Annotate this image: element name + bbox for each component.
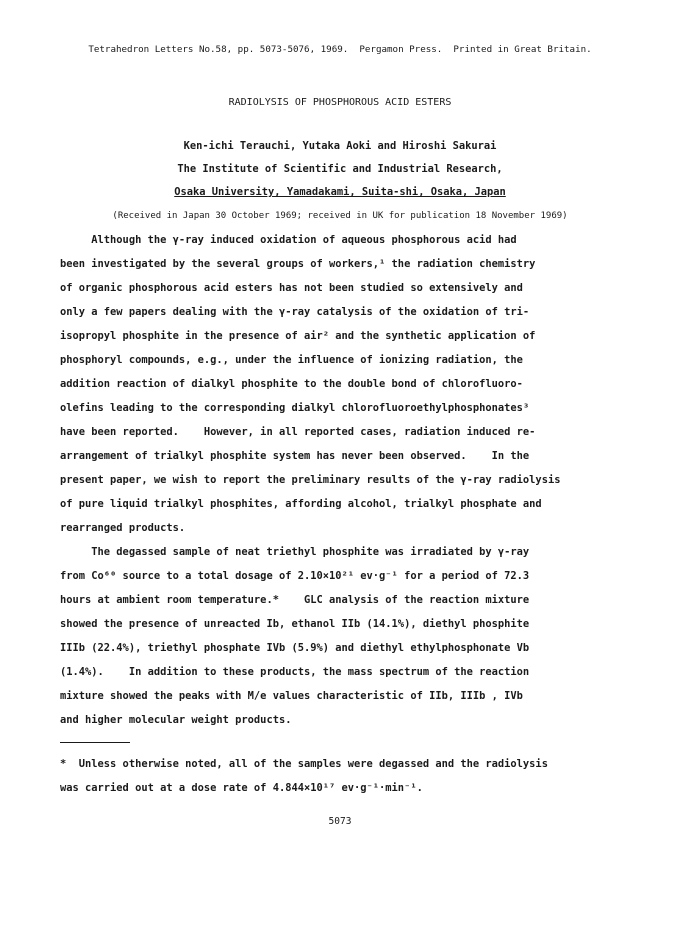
paragraph-line: addition reaction of dialkyl phosphite to the double bond of chlorofluoro- — [60, 378, 523, 390]
paragraph-line: mixture showed the peaks with M/e values characteristic of IIb, IIIb , IVb — [60, 690, 523, 702]
paragraph-line: olefins leading to the corresponding dialkyl chlorofluoroethylphosphonates³ — [60, 402, 530, 414]
paragraph-line: and higher molecular weight products. — [60, 714, 292, 726]
paragraph-line: present paper, we wish to report the preliminary results of the γ-ray radiolysis — [60, 474, 561, 486]
paragraph-line: showed the presence of unreacted Ib, ethanol IIb (14.1%), diethyl phosphite — [60, 618, 530, 630]
paragraph-line: from Co⁶⁰ source to a total dosage of 2.10×10²¹ ev·g⁻¹ for a period of 72.3 — [60, 570, 530, 582]
affiliation-line-2: Osaka University, Yamadakami, Suita-shi, Osaka, Japan — [174, 186, 506, 198]
paragraph-line: arrangement of trialkyl phosphite system has never been observed. In the — [60, 450, 530, 462]
paragraph-line: have been reported. However, in all reported cases, radiation induced re- — [60, 426, 536, 438]
paragraph-line: The degassed sample of neat triethyl phosphite was irradiated by γ-ray — [60, 546, 530, 558]
journal-header: Tetrahedron Letters No.58, pp. 5073-5076, 1969. Pergamon Press. Printed in Great Britain. — [88, 44, 592, 55]
footnote-line: was carried out at a dose rate of 4.844×10¹⁷ ev·g⁻¹·min⁻¹. — [60, 782, 423, 794]
paragraph-line: hours at ambient room temperature.* GLC analysis of the reaction mixture — [60, 594, 530, 606]
footnote-line: * Unless otherwise noted, all of the samples were degassed and the radiolysis — [60, 758, 548, 770]
paragraph-line: of organic phosphorous acid esters has not been studied so extensively and — [60, 282, 523, 294]
paragraph-line: Although the γ-ray induced oxidation of aqueous phosphorous acid had — [60, 234, 517, 246]
page-number: 5073 — [328, 816, 352, 827]
paragraph-line: phosphoryl compounds, e.g., under the influence of ionizing radiation, the — [60, 354, 523, 366]
paragraph-line: IIIb (22.4%), triethyl phosphate IVb (5.9%) and diethyl ethylphosphonate Vb — [60, 642, 530, 654]
affiliation-line-1: The Institute of Scientific and Industrial Research, — [177, 163, 503, 175]
paragraph-line: isopropyl phosphite in the presence of air² and the synthetic application of — [60, 330, 536, 342]
paragraph-line: been investigated by the several groups of workers,¹ the radiation chemistry — [60, 258, 536, 270]
author-line: Ken-ichi Terauchi, Yutaka Aoki and Hiroshi Sakurai — [183, 140, 497, 152]
received-dates: (Received in Japan 30 October 1969; received in UK for publication 18 November 1969) — [112, 211, 568, 221]
paragraph-line: only a few papers dealing with the γ-ray catalysis of the oxidation of tri- — [60, 306, 530, 318]
paragraph-line: (1.4%). In addition to these products, the mass spectrum of the reaction — [60, 666, 530, 678]
article-title: RADIOLYSIS OF PHOSPHOROUS ACID ESTERS — [228, 97, 452, 108]
paragraph-line: of pure liquid trialkyl phosphites, affording alcohol, trialkyl phosphate and — [60, 498, 542, 510]
paragraph-line: rearranged products. — [60, 522, 186, 534]
footnote-divider — [60, 742, 130, 743]
